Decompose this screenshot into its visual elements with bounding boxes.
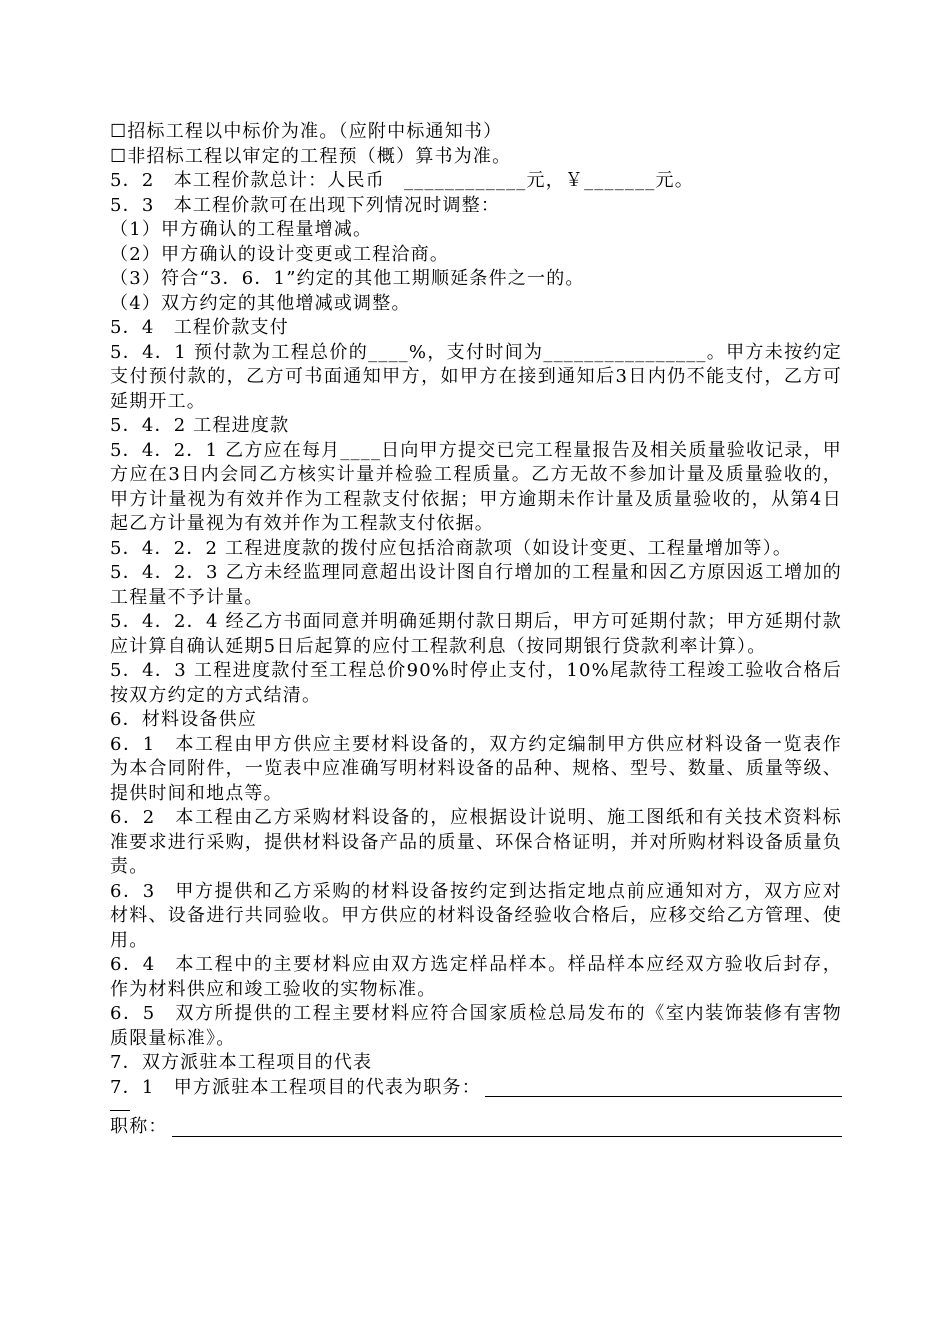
clause-5-4-2: 5．4．2 工程进度款 <box>110 415 290 436</box>
clause-5-3-item-1: （1）甲方确认的工程量增减。 <box>110 219 373 240</box>
section-6-heading: 6．材料设备供应 <box>110 709 258 730</box>
clause-7-1 <box>110 1076 842 1101</box>
clause-5-3-item-4: （4）双方约定的其他增减或调整。 <box>110 292 411 314</box>
clause-6-3: 6．3 甲方提供和乙方采购的材料设备按约定到达指定地点前应通知对方，双方应对材料、设备进行共同验收。甲方供应的材料设备经验收合格后，应移交给乙方管理、使用。 <box>110 880 842 951</box>
clause-5-4-2-3: 5．4．2．3 乙方未经监理同意超出设计图自行增加的工程量和因乙方原因返工增加的工程量不予计量。 <box>110 562 842 608</box>
clause-5-4-2-4: 5．4．2．4 经乙方书面同意并明确延期付款日期后，甲方可延期付款；甲方延期付款应计算自确认延期5日后起算的应付工程款利息（按同期银行贷款利率计算）。 <box>110 611 842 657</box>
rep-position-label: 7．1 甲方派驻本工程项目的代表为职务： <box>110 1076 481 1098</box>
clause-5-3-item-2: （2）甲方确认的设计变更或工程洽商。 <box>110 243 450 265</box>
title-blank[interactable] <box>172 1118 842 1137</box>
clause-6-2: 6．2 本工程由乙方采购材料设备的，应根据设计说明、施工图纸和有关技术资料标准要求进行采购，提供材料设备产品的质量、环保合格证明，并对所购材料设备质量负责。 <box>110 807 842 877</box>
clause-6-5: 6．5 双方所提供的工程主要材料应符合国家质检总局发布的《室内装饰装修有害物质限量标准》。 <box>110 1003 842 1049</box>
rep-position-blank-continued[interactable] <box>110 1100 130 1111</box>
section-7-heading: 7．双方派驻本工程项目的代表 <box>110 1052 373 1073</box>
clause-6-4: 6．4 本工程中的主要材料应由双方选定样品样本。样品样本应经双方验收后封存，作为材料供应和竣工验收的实物标准。 <box>110 954 842 1000</box>
clause-5-3: 5．3 本工程价款可在出现下列情况时调整： <box>110 194 501 216</box>
clause-5-2: 5．2 本工程价款总计：人民币 ____________元，￥_______元。 <box>110 170 694 191</box>
clause-5-4-2-1: 5．4．2．1 乙方应在每月____日向甲方提交已完工程量报告及相关质量验收记录，甲方应在3日内会同乙方核实计量并检验工程质量。乙方无故不参加计量及质量验收的，甲方计量视为有效并作为工程款支付依据；甲方逾期未作计量及质量验收的，从第4日起乙方计量视为有效并作为工程款支付依据。 <box>110 439 842 534</box>
rep-position-blank[interactable] <box>485 1078 842 1097</box>
clause-5-3-item-3: （3）符合“3．6．1”约定的其他工期顺延条件之一的。 <box>110 268 585 289</box>
clause-5-4: 5．4 工程价款支付 <box>110 317 289 338</box>
clause-6-1: 6．1 本工程由甲方供应主要材料设备的，双方约定编制甲方供应材料设备一览表作为本合同附件，一览表中应准确写明材料设备的品种、规格、型号、数量、质量等级、提供时间和地点等。 <box>110 733 842 804</box>
clause-5-4-1: 5．4．1 预付款为工程总价的____%，支付时间为________________。甲方未按约定支付预付款的，乙方可书面通知甲方，如甲方在接到通知后3日内仍不能支付，乙方可延期开工。 <box>110 341 842 412</box>
clause-5-4-2-2: 5．4．2．2 工程进度款的拨付应包括洽商款项（如设计变更、工程量增加等）。 <box>110 537 793 559</box>
contract-page <box>110 120 842 1140</box>
clause-non-bid-project: ☐非招标工程以审定的工程预（概）算书为准。 <box>110 145 512 167</box>
clause-bid-project: ☐招标工程以中标价为准。（应附中标通知书） <box>110 121 503 142</box>
clause-5-4-3: 5．4．3 工程进度款付至工程总价90%时停止支付，10%尾款待工程竣工验收合格后按双方约定的方式结清。 <box>110 660 842 706</box>
title-label: 职称： <box>110 1116 168 1137</box>
title-line <box>110 1115 842 1140</box>
